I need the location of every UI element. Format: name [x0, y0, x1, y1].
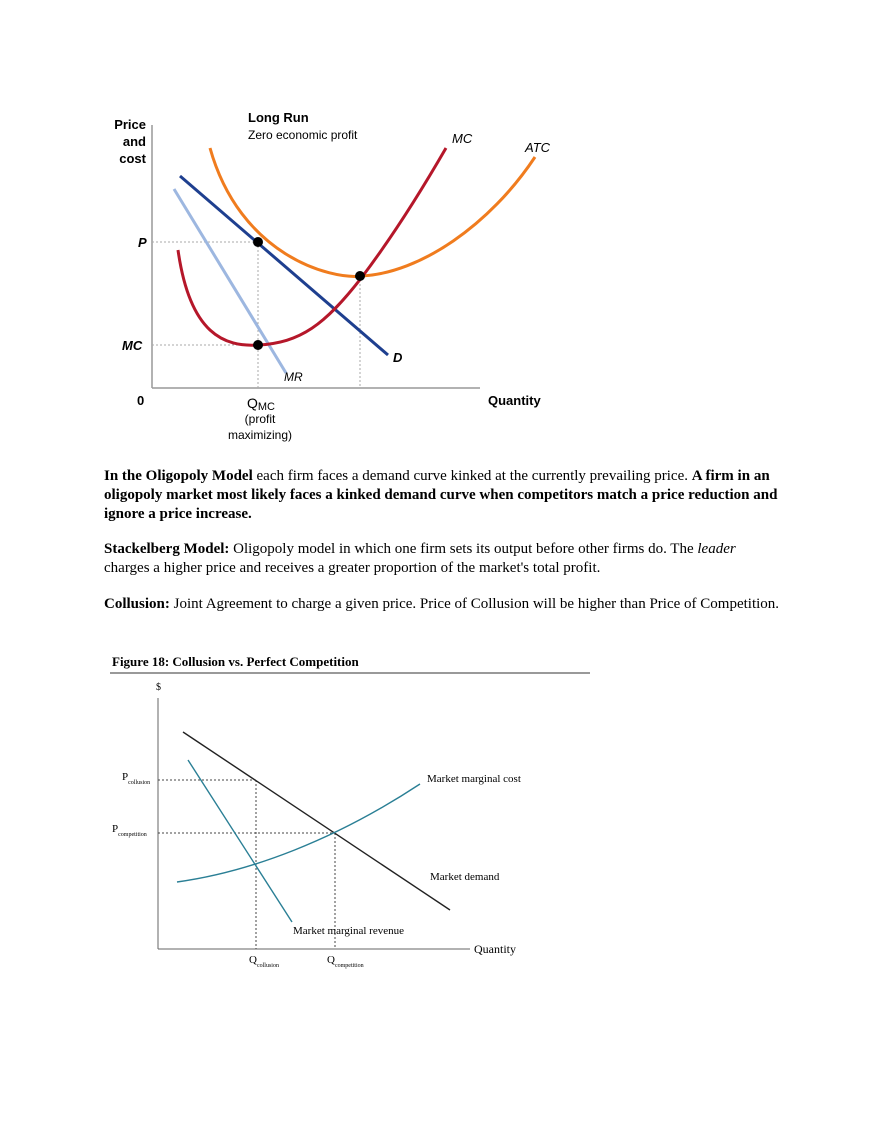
- y-axis-label-1: Price: [114, 117, 146, 132]
- q-note-1: (profit: [244, 412, 276, 426]
- y-axis-label-3: cost: [119, 151, 146, 166]
- collusion-paragraph: [104, 595, 784, 614]
- market-demand-curve: [183, 732, 450, 910]
- y-axis-label: $: [156, 682, 161, 693]
- stackelberg-term: Stackelberg Model:: [104, 541, 230, 557]
- collusion-term: Collusion:: [104, 596, 170, 612]
- x-axis-label: Quantity: [488, 393, 541, 408]
- x-axis-label: Quantity: [474, 942, 516, 956]
- stackelberg-paragraph: [104, 540, 784, 578]
- mc-curve-label: MC: [452, 131, 473, 146]
- stackelberg-text-b: charges a higher price and receives a greater proportion of the market's total profit.: [104, 560, 601, 576]
- origin-label: 0: [137, 393, 145, 408]
- kinked-demand-text: A firm in an oligopoly market most likely faces a kinked demand curve when competitors match a price reduction and ignore a price increase.: [104, 468, 778, 522]
- p-competition-sub: competition: [118, 832, 147, 838]
- q-label-sub: MC: [257, 401, 275, 413]
- oligopoly-paragraph: [104, 467, 784, 524]
- demand-curve: [180, 176, 388, 355]
- atc-curve-label: ATC: [525, 140, 551, 155]
- q-competition-main: Q: [327, 954, 335, 966]
- y-axis-label-2: and: [122, 134, 146, 149]
- leader-term: leader: [697, 541, 736, 557]
- market-marginal-revenue-label: Market marginal revenue: [293, 925, 404, 937]
- p-collusion-label: [122, 771, 150, 786]
- collusion-text: Joint Agreement to charge a given price. Price of Collusion will be higher than Price of Competition.: [169, 596, 780, 612]
- market-marginal-cost-label: Market marginal cost: [427, 773, 521, 785]
- q-collusion-sub: collusion: [256, 963, 279, 969]
- p-tick-label: P: [138, 235, 147, 250]
- chart-subtitle: Zero economic profit: [248, 128, 358, 142]
- mc-tick-label: MC: [122, 338, 143, 353]
- stackelberg-text-a: Oligopoly model in which one firm sets its output before other firms do. The: [229, 541, 698, 557]
- market-marginal-revenue-curve: [188, 760, 292, 922]
- oligopoly-text: each firm faces a demand curve kinked at the currently prevailing price.: [252, 468, 692, 484]
- demand-curve-label: D: [393, 350, 403, 365]
- q-competition-label: [327, 954, 364, 969]
- figure-title: Figure 18: Collusion vs. Perfect Competition: [112, 654, 359, 669]
- atc-curve: [210, 148, 535, 276]
- chart-title: Long Run: [248, 110, 309, 125]
- p-competition-main: P: [112, 823, 119, 835]
- point-p: [253, 237, 263, 247]
- q-competition-sub: competition: [334, 963, 364, 969]
- q-label: [247, 395, 275, 413]
- point-atc-mc: [355, 271, 365, 281]
- q-note-2: maximizing): [227, 428, 293, 442]
- p-competition-label: [112, 823, 147, 838]
- q-collusion-main: Q: [249, 954, 257, 966]
- p-collusion-sub: collusion: [128, 780, 151, 786]
- market-demand-label: Market demand: [430, 871, 500, 883]
- p-collusion-main: P: [122, 771, 129, 783]
- mr-curve-label: MR: [284, 370, 303, 384]
- q-label-main: Q: [247, 395, 258, 411]
- oligopoly-term: In the Oligopoly Model: [104, 468, 253, 484]
- collusion-diagram: [110, 650, 600, 975]
- point-mc: [253, 340, 263, 350]
- long-run-diagram: [100, 105, 570, 450]
- mc-curve: [178, 148, 446, 345]
- q-collusion-label: [249, 954, 279, 969]
